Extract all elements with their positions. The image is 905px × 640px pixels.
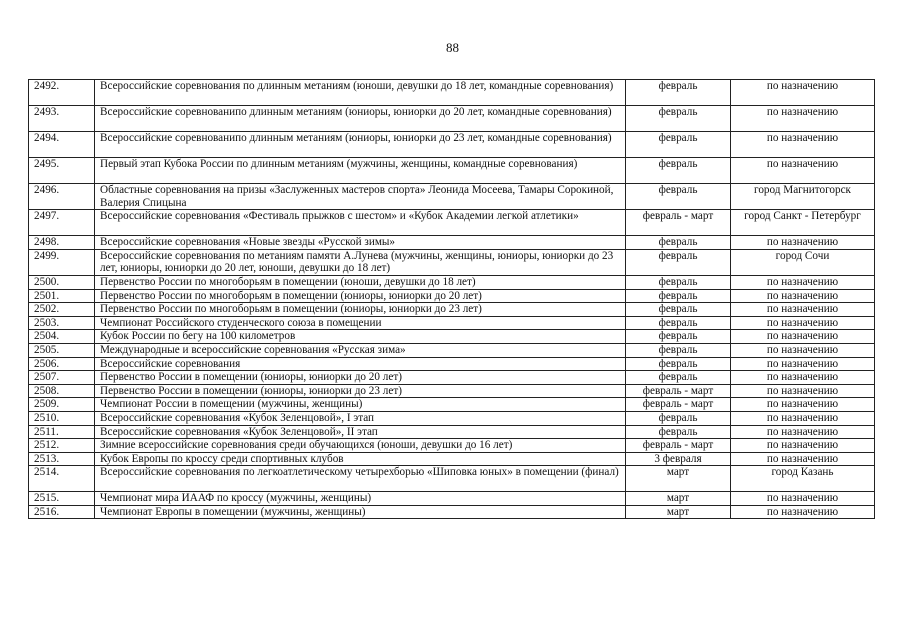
event-place: город Сочи [731, 249, 875, 275]
event-place: по назначению [731, 492, 875, 506]
row-number: 2509. [29, 398, 95, 412]
event-date: февраль [626, 330, 731, 344]
event-place: город Санкт - Петербург [731, 210, 875, 236]
event-date: март [626, 466, 731, 492]
event-date: февраль - март [626, 384, 731, 398]
event-name: Первенство России в помещении (юниоры, юниорки до 20 лет) [95, 371, 626, 385]
event-place: по назначению [731, 357, 875, 371]
event-name: Первенство России по многоборьям в помещении (юниоры, юниорки до 23 лет) [95, 303, 626, 317]
row-number: 2507. [29, 371, 95, 385]
event-name: Всероссийские соревнования «Кубок Зеленцовой», I этап [95, 411, 626, 425]
event-place: по назначению [731, 439, 875, 453]
event-place: по назначению [731, 452, 875, 466]
event-name: Областные соревнования на призы «Заслуженных мастеров спорта» Леонида Мосеева, Тамары Сорокиной, Валерия Спицына [95, 184, 626, 210]
table-row [29, 371, 875, 385]
event-date: февраль [626, 249, 731, 275]
row-number: 2501. [29, 289, 95, 303]
table-row [29, 439, 875, 453]
event-place: по назначению [731, 505, 875, 519]
event-place: по назначению [731, 158, 875, 184]
event-date: февраль [626, 275, 731, 289]
event-date: февраль [626, 303, 731, 317]
table-row [29, 505, 875, 519]
table-row [29, 303, 875, 317]
row-number: 2515. [29, 492, 95, 506]
event-date: февраль [626, 411, 731, 425]
event-name: Всероссийские соревнования «Фестиваль прыжков с шестом» и «Кубок Академии легкой атлетики» [95, 210, 626, 236]
event-date: февраль - март [626, 210, 731, 236]
event-name: Всероссийские соревнования «Кубок Зеленцовой», II этап [95, 425, 626, 439]
event-place: по назначению [731, 236, 875, 250]
event-place: по назначению [731, 343, 875, 357]
row-number: 2502. [29, 303, 95, 317]
event-name: Всероссийские соревнования по легкоатлетическому четырехборью «Шиповка юных» в помещении (финал) [95, 466, 626, 492]
table-row [29, 425, 875, 439]
event-name: Первый этап Кубока России по длинным метаниям (мужчины, женщины, командные соревнования) [95, 158, 626, 184]
event-name: Кубок России по бегу на 100 километров [95, 330, 626, 344]
table-body [29, 80, 875, 519]
event-name: Чемпионат Российского студенческого союза в помещении [95, 316, 626, 330]
event-name: Всероссийские соревнованипо длинным метаниям (юниоры, юниорки до 20 лет, командные соревнования) [95, 106, 626, 132]
event-name: Чемпионат мира ИААФ по кроссу (мужчины, женщины) [95, 492, 626, 506]
event-date: февраль [626, 425, 731, 439]
event-name: Кубок Европы по кроссу среди спортивных клубов [95, 452, 626, 466]
table-row [29, 184, 875, 210]
row-number: 2505. [29, 343, 95, 357]
event-date: март [626, 492, 731, 506]
table-row [29, 411, 875, 425]
table-row [29, 398, 875, 412]
row-number: 2499. [29, 249, 95, 275]
event-place: город Магнитогорск [731, 184, 875, 210]
table-row [29, 132, 875, 158]
row-number: 2512. [29, 439, 95, 453]
event-name: Первенство России в помещении (юниоры, юниорки до 23 лет) [95, 384, 626, 398]
row-number: 2504. [29, 330, 95, 344]
row-number: 2514. [29, 466, 95, 492]
row-number: 2497. [29, 210, 95, 236]
event-date: февраль - март [626, 398, 731, 412]
table-row [29, 275, 875, 289]
event-place: по назначению [731, 371, 875, 385]
table-row [29, 357, 875, 371]
row-number: 2508. [29, 384, 95, 398]
event-date: февраль [626, 371, 731, 385]
event-name: Всероссийские соревнования по длинным метаниям (юноши, девушки до 18 лет, командные соревнования) [95, 80, 626, 106]
event-date: февраль [626, 132, 731, 158]
table-row [29, 316, 875, 330]
event-date: февраль [626, 184, 731, 210]
event-name: Чемпионат Европы в помещении (мужчины, женщины) [95, 505, 626, 519]
row-number: 2498. [29, 236, 95, 250]
row-number: 2516. [29, 505, 95, 519]
event-name: Всероссийские соревнования [95, 357, 626, 371]
row-number: 2511. [29, 425, 95, 439]
event-place: по назначению [731, 316, 875, 330]
event-name: Всероссийские соревнованипо длинным метаниям (юниоры, юниорки до 23 лет, командные соревнования) [95, 132, 626, 158]
row-number: 2503. [29, 316, 95, 330]
event-place: по назначению [731, 303, 875, 317]
row-number: 2495. [29, 158, 95, 184]
row-number: 2510. [29, 411, 95, 425]
row-number: 2506. [29, 357, 95, 371]
row-number: 2492. [29, 80, 95, 106]
table-row [29, 236, 875, 250]
page-number: 88 [446, 40, 459, 55]
event-name: Всероссийские соревнования «Новые звезды «Русской зимы» [95, 236, 626, 250]
event-place: по назначению [731, 132, 875, 158]
event-place: по назначению [731, 275, 875, 289]
event-date: февраль [626, 158, 731, 184]
event-name: Первенство России по многоборьям в помещении (юноши, девушки до 18 лет) [95, 275, 626, 289]
event-date: 3 февраля [626, 452, 731, 466]
event-place: по назначению [731, 425, 875, 439]
table-row [29, 80, 875, 106]
event-date: март [626, 505, 731, 519]
row-number: 2494. [29, 132, 95, 158]
event-date: февраль [626, 80, 731, 106]
row-number: 2496. [29, 184, 95, 210]
table-row [29, 289, 875, 303]
row-number: 2513. [29, 452, 95, 466]
event-date: февраль [626, 289, 731, 303]
competition-table [28, 79, 875, 519]
event-date: февраль [626, 343, 731, 357]
event-place: по назначению [731, 411, 875, 425]
event-place: по назначению [731, 106, 875, 132]
event-place: по назначению [731, 289, 875, 303]
table-row [29, 492, 875, 506]
event-date: февраль [626, 357, 731, 371]
event-date: февраль - март [626, 439, 731, 453]
table-row [29, 452, 875, 466]
row-number: 2500. [29, 275, 95, 289]
event-name: Международные и всероссийские соревнования «Русская зима» [95, 343, 626, 357]
table-row [29, 343, 875, 357]
table-row [29, 466, 875, 492]
table-row [29, 106, 875, 132]
table-row [29, 330, 875, 344]
table-row [29, 210, 875, 236]
event-place: по назначению [731, 398, 875, 412]
event-name: Зимние всероссийские соревнования среди обучающихся (юноши, девушки до 16 лет) [95, 439, 626, 453]
event-place: по назначению [731, 80, 875, 106]
event-date: февраль [626, 316, 731, 330]
event-name: Всероссийские соревнования по метаниям памяти А.Лунева (мужчины, женщины, юниоры, юниорки до 23 лет, юниоры, юниорки до 20 лет, юноши, девушки до 18 лет) [95, 249, 626, 275]
event-date: февраль [626, 106, 731, 132]
event-name: Первенство России по многоборьям в помещении (юниоры, юниорки до 20 лет) [95, 289, 626, 303]
event-name: Чемпионат России в помещении (мужчины, женщины) [95, 398, 626, 412]
row-number: 2493. [29, 106, 95, 132]
table-row [29, 158, 875, 184]
event-place: по назначению [731, 384, 875, 398]
event-date: февраль [626, 236, 731, 250]
table-row [29, 384, 875, 398]
event-place: по назначению [731, 330, 875, 344]
event-place: город Казань [731, 466, 875, 492]
table-row [29, 249, 875, 275]
